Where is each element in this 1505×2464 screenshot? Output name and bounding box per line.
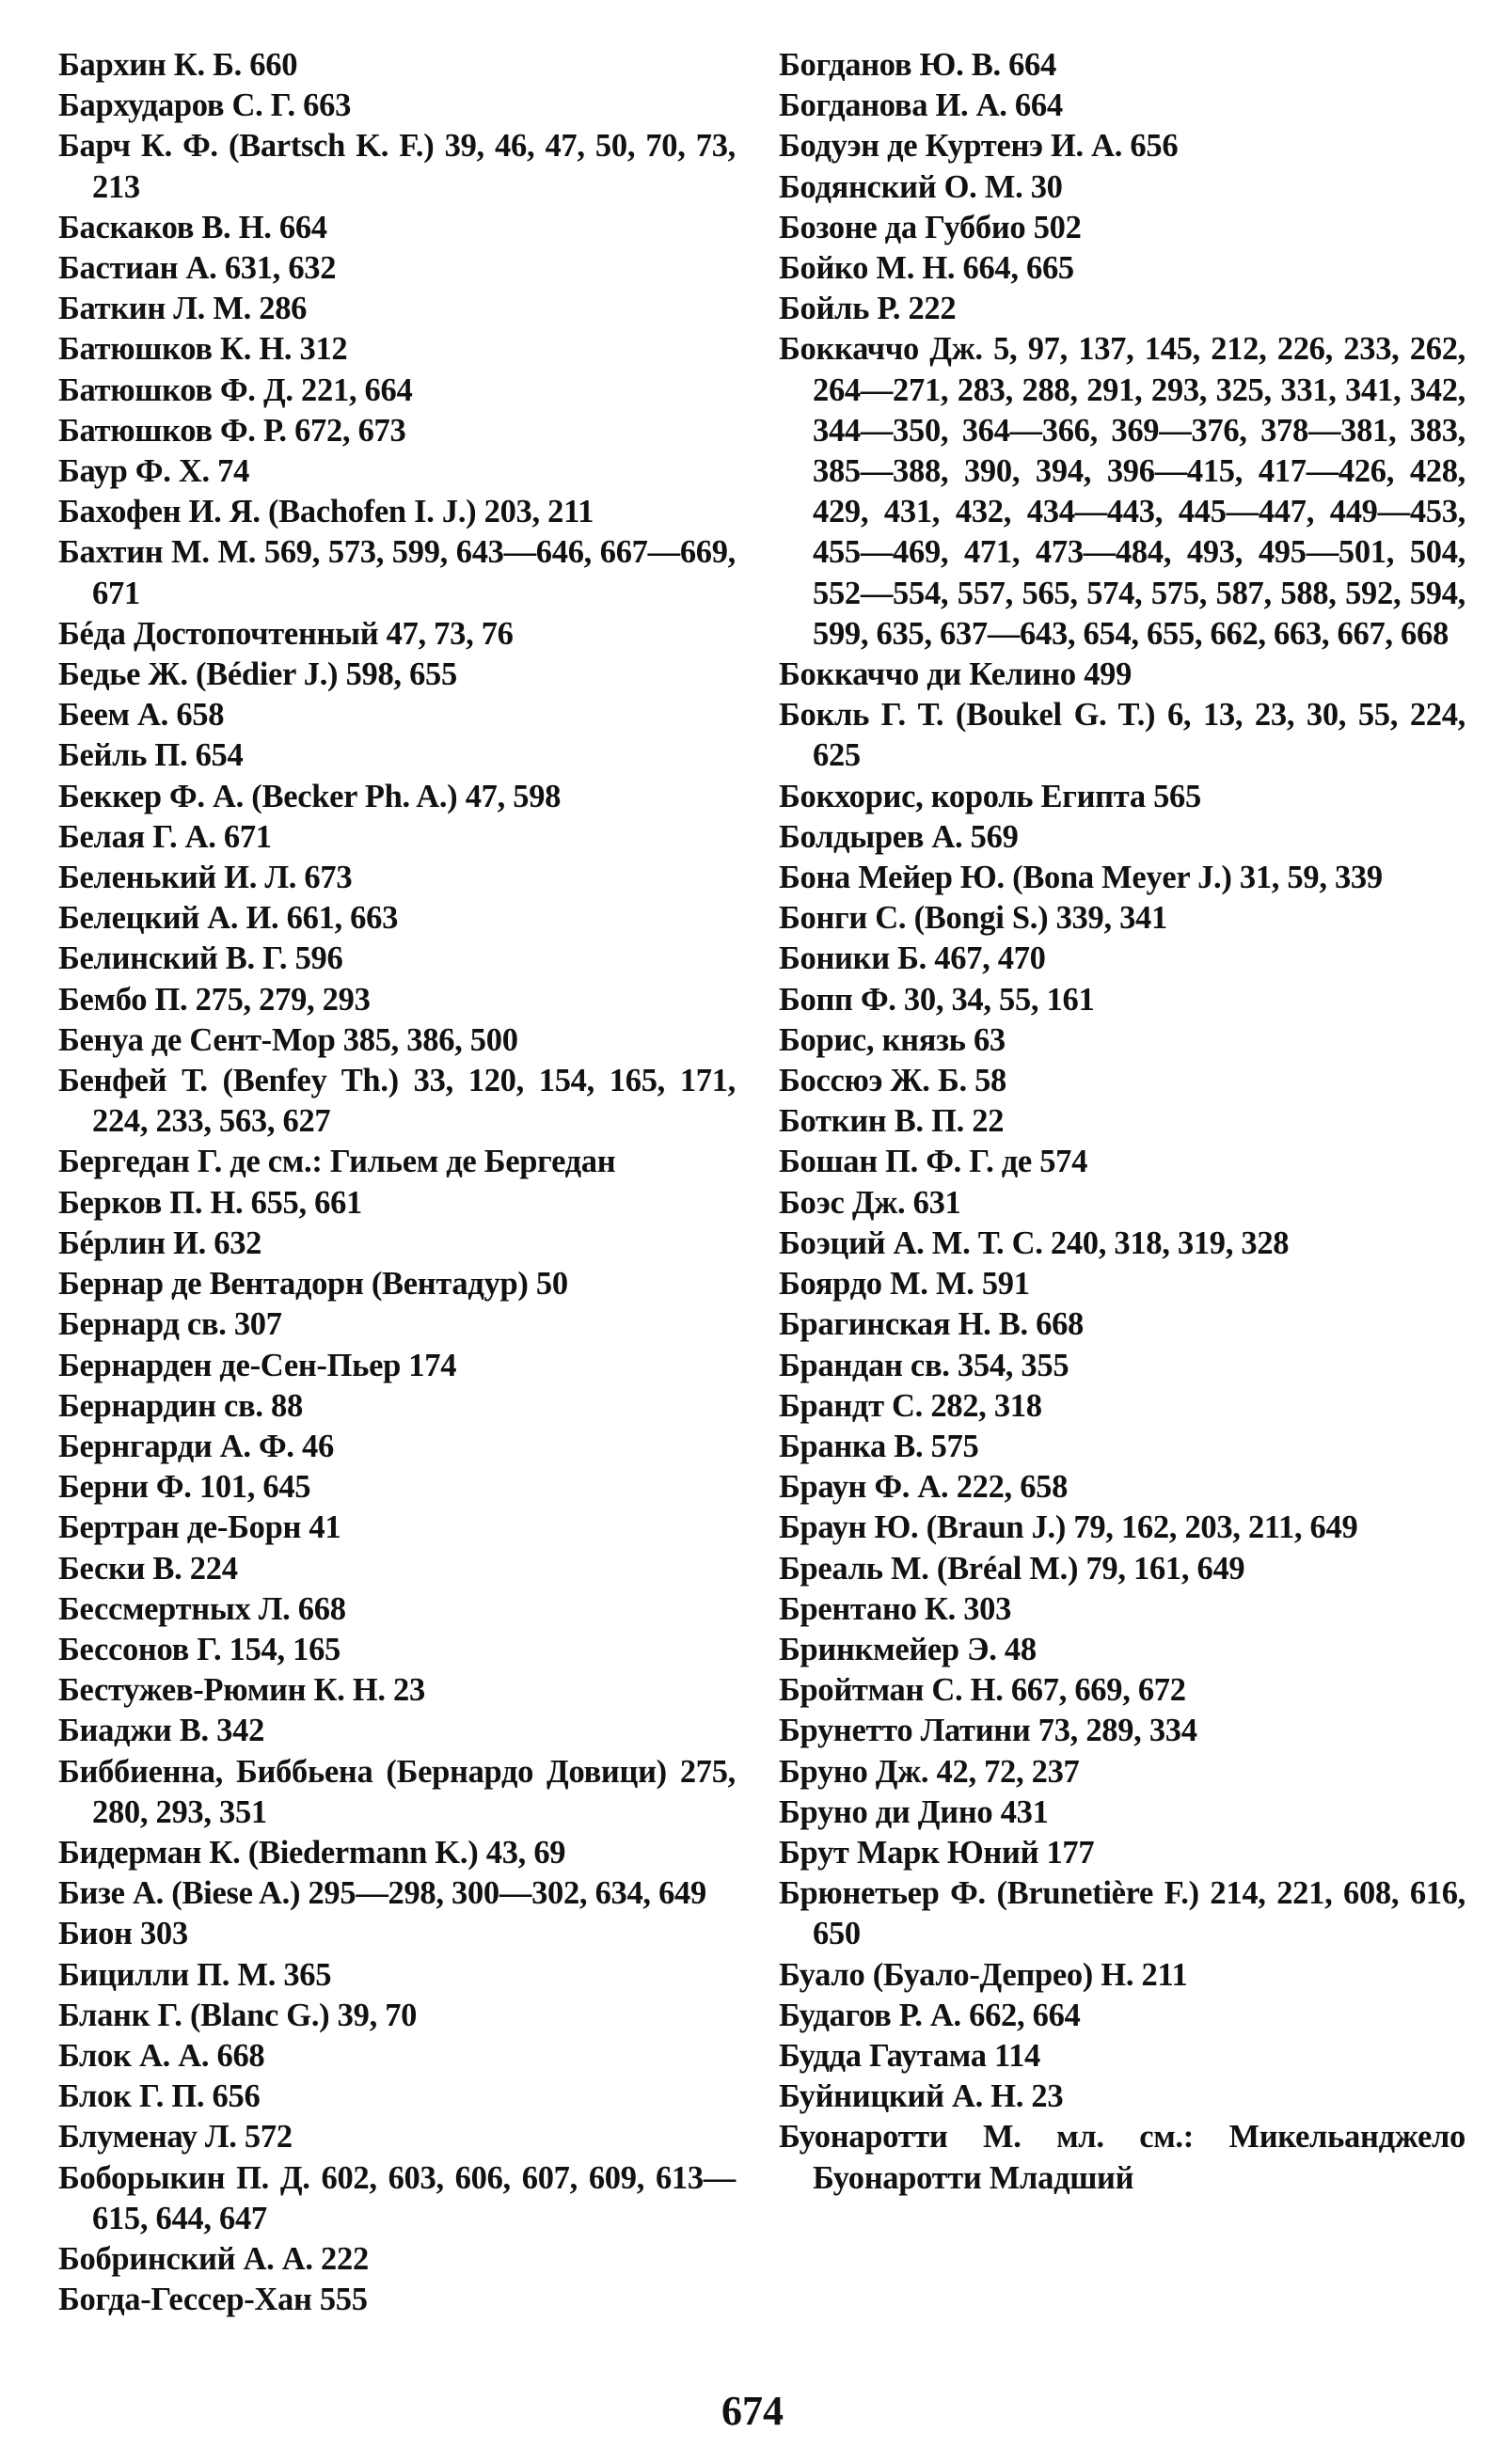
index-entry: Боники Б. 467, 470 xyxy=(779,940,1046,977)
index-entry: Бланк Г. (Blanc G.) 39, 70 xyxy=(58,1997,418,2033)
index-entry: Белая Г. А. 671 xyxy=(58,818,272,855)
index-entry: Бергедан Г. де см.: Гильем де Бергедан xyxy=(58,1144,616,1180)
index-entry: Биаджи В. 342 xyxy=(58,1713,265,1749)
index-entry: Бона Мейер Ю. (Bona Meyer J.) 31, 59, 339 xyxy=(779,860,1383,896)
index-entry: Бархударов С. Г. 663 xyxy=(58,87,352,124)
index-entry: Боссюэ Ж. Б. 58 xyxy=(779,1063,1007,1099)
index-entry: Боярдо М. М. 591 xyxy=(779,1266,1030,1303)
index-entry: Болдырев А. 569 xyxy=(779,818,1019,855)
index-entry: Белинский В. Г. 596 xyxy=(58,940,343,977)
index-entry: Бозоне да Губбио 502 xyxy=(779,209,1082,245)
index-entry: Бембо П. 275, 279, 293 xyxy=(58,981,371,1018)
index-entry: Бодянский О. М. 30 xyxy=(779,168,1063,205)
index-entry: Брагинская Н. В. 668 xyxy=(779,1306,1084,1343)
index-entry: Батюшков Ф. Р. 672, 673 xyxy=(58,412,406,449)
index-entry: Боккаччо Дж. 5, 97, 137, 145, 212, 226, 233, 262, 264—271, 283, 288, 291, 293, 325, 331, 341, 342, 344—350, 364—366, 369—376, 378—381, 383, 385—388, 390, 394, 396—415, 417—426, 428, 429, 431, 432, 434—443, 445—447, 449—453, 455—469, 471, 473—484, 493, 495—501, 504, 552—554, 557, 565, 574, 575, 587, 588, 592, 594, 599, 635, 637—643, 654, 655, 662, 663, 667, 668 xyxy=(779,331,1465,652)
index-entry: Бойко М. Н. 664, 665 xyxy=(779,250,1074,287)
index-entry: Биббиенна, Биббьена (Бернардо Довици) 275, 280, 293, 351 xyxy=(58,1753,736,1830)
index-entry: Беккер Ф. А. (Becker Ph. A.) 47, 598 xyxy=(58,778,562,814)
index-entry: Баткин Л. М. 286 xyxy=(58,291,308,327)
index-entry: Бéда Достопочтенный 47, 73, 76 xyxy=(58,615,514,652)
index-entry: Будагов Р. А. 662, 664 xyxy=(779,1997,1081,2033)
index-entry: Бреаль М. (Bréal M.) 79, 161, 649 xyxy=(779,1550,1245,1587)
index-entry: Бруно ди Дино 431 xyxy=(779,1793,1049,1830)
index-entry: Боэс Дж. 631 xyxy=(779,1184,961,1221)
index-entry: Блок Г. П. 656 xyxy=(58,2078,261,2115)
index-entry: Богданова И. А. 664 xyxy=(779,87,1063,124)
index-entry: Бархин К. Б. 660 xyxy=(58,47,298,83)
index-entry: Бернард св. 307 xyxy=(58,1306,282,1343)
index-entry: Бринкмейер Э. 48 xyxy=(779,1631,1037,1667)
index-entry: Бестужев-Рюмин К. Н. 23 xyxy=(58,1672,425,1709)
index-entry: Бранка В. 575 xyxy=(779,1428,979,1464)
index-entry: Бертран де-Борн 41 xyxy=(58,1509,341,1546)
index-entry: Белецкий А. И. 661, 663 xyxy=(58,900,399,937)
index-entry: Барч К. Ф. (Bartsch K. F.) 39, 46, 47, 50, 70, 73, 213 xyxy=(58,128,736,205)
index-entry: Блуменау Л. 572 xyxy=(58,2119,293,2156)
index-entry: Бокхорис, король Египта 565 xyxy=(779,778,1201,814)
index-entry: Батюшков Ф. Д. 221, 664 xyxy=(58,371,413,408)
index-entry: Брунетто Латини 73, 289, 334 xyxy=(779,1713,1197,1749)
index-entry: Бески В. 224 xyxy=(58,1550,238,1587)
index-entry: Баскаков В. Н. 664 xyxy=(58,209,327,245)
index-entry: Бопп Ф. 30, 34, 55, 161 xyxy=(779,981,1095,1018)
index-entry: Бобринский А. А. 222 xyxy=(58,2240,369,2277)
index-entry: Бернарден де-Сен-Пьер 174 xyxy=(58,1347,457,1383)
index-entry: Брут Марк Юний 177 xyxy=(779,1834,1095,1871)
index-entry: Бенуа де Сент-Мор 385, 386, 500 xyxy=(58,1021,518,1058)
index-entry: Браун Ю. (Braun J.) 79, 162, 203, 211, 649 xyxy=(779,1509,1358,1546)
index-entry: Берни Ф. 101, 645 xyxy=(58,1469,311,1506)
index-entry: Бодуэн де Куртенэ И. А. 656 xyxy=(779,128,1179,165)
index-entry: Бройтман С. Н. 667, 669, 672 xyxy=(779,1672,1186,1709)
index-entry: Бошан П. Ф. Г. де 574 xyxy=(779,1144,1088,1180)
index-entry: Борис, князь 63 xyxy=(779,1021,1006,1058)
index-entry: Брандт С. 282, 318 xyxy=(779,1387,1042,1424)
index-entry: Бонги С. (Bongi S.) 339, 341 xyxy=(779,900,1167,937)
index-entry: Браун Ф. А. 222, 658 xyxy=(779,1469,1069,1506)
index-entry: Баур Ф. Х. 74 xyxy=(58,453,250,490)
index-entry: Бизе А. (Biese A.) 295—298, 300—302, 634, 649 xyxy=(58,1875,706,1912)
index-entry: Боккаччо ди Келино 499 xyxy=(779,656,1133,693)
index-entry: Бастиан А. 631, 632 xyxy=(58,250,337,287)
index-entry: Бахофен И. Я. (Bachofen I. J.) 203, 211 xyxy=(58,494,594,530)
index-entry: Брюнетьер Ф. (Brunetière F.) 214, 221, 608, 616, 650 xyxy=(779,1875,1465,1952)
index-entry: Беем А. 658 xyxy=(58,697,225,734)
index-entry: Бион 303 xyxy=(58,1916,188,1952)
index-entry: Бойль Р. 222 xyxy=(779,291,957,327)
index-entry: Будда Гаутама 114 xyxy=(779,2037,1040,2074)
index-entry: Блок А. А. 668 xyxy=(58,2037,265,2074)
index-entry: Боткин В. П. 22 xyxy=(779,1103,1005,1140)
index-entry: Бернар де Вентадорн (Вентадур) 50 xyxy=(58,1266,568,1303)
index-entry: Бессонов Г. 154, 165 xyxy=(58,1631,341,1667)
index-entry: Бейль П. 654 xyxy=(58,737,244,774)
index-entry: Буонаротти М. мл. см.: Микельанджело Буонаротти Младший xyxy=(779,2119,1465,2196)
index-entry: Бедье Ж. (Bédier J.) 598, 655 xyxy=(58,656,457,693)
index-entry: Бернардин св. 88 xyxy=(58,1387,303,1424)
index-entry: Буало (Буало-Депрео) Н. 211 xyxy=(779,1956,1188,1993)
index-entry: Бéрлин И. 632 xyxy=(58,1224,262,1261)
index-entry: Бессмертных Л. 668 xyxy=(58,1590,346,1627)
index-entry: Бруно Дж. 42, 72, 237 xyxy=(779,1753,1080,1790)
index-entry: Брандан св. 354, 355 xyxy=(779,1347,1069,1383)
index-column-left xyxy=(58,45,736,2320)
index-entry: Богданов Ю. В. 664 xyxy=(779,47,1056,83)
index-entry: Буйницкий А. Н. 23 xyxy=(779,2078,1064,2115)
index-entry: Бокль Г. Т. (Boukel G. T.) 6, 13, 23, 30, 55, 224, 625 xyxy=(779,697,1465,774)
index-entry: Брентано К. 303 xyxy=(779,1590,1012,1627)
index-entry: Бенфей Т. (Benfey Th.) 33, 120, 154, 165, 171, 224, 233, 563, 627 xyxy=(58,1063,736,1140)
index-entry: Берков П. Н. 655, 661 xyxy=(58,1184,363,1221)
index-entry: Бахтин М. М. 569, 573, 599, 643—646, 667—669, 671 xyxy=(58,534,736,611)
index-entry: Богда-Гессер-Хан 555 xyxy=(58,2282,368,2318)
page-number: 674 xyxy=(721,2388,784,2434)
index-entry: Боборыкин П. Д. 602, 603, 606, 607, 609, 613—615, 644, 647 xyxy=(58,2159,736,2236)
index-entry: Батюшков К. Н. 312 xyxy=(58,331,348,368)
index-entry: Бицилли П. М. 365 xyxy=(58,1956,332,1993)
index-column-right xyxy=(779,45,1465,2199)
index-entry: Боэций А. М. Т. С. 240, 318, 319, 328 xyxy=(779,1224,1290,1261)
index-entry: Беленький И. Л. 673 xyxy=(58,860,353,896)
index-entry: Бидерман К. (Biedermann K.) 43, 69 xyxy=(58,1834,566,1871)
index-entry: Бернгарди А. Ф. 46 xyxy=(58,1428,334,1464)
